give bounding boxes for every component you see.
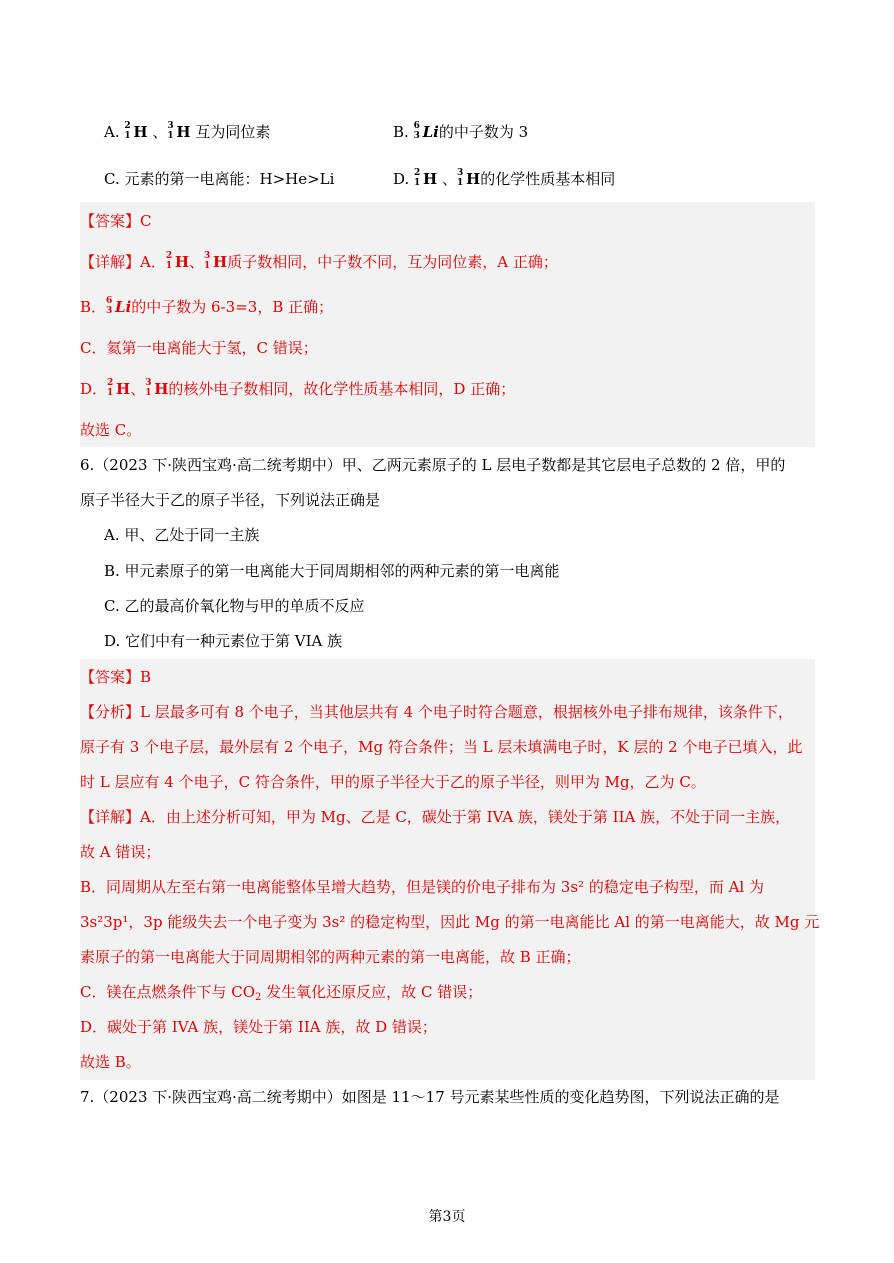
option-label: B. <box>393 123 409 141</box>
q6-option-a: A. 甲、乙处于同一主族 <box>104 526 260 544</box>
q6-answer: 【答案】B <box>80 668 152 686</box>
q6-analysis-line3: 时 L 层应有 4 个电子，C 符合条件，甲的原子半径大于乙的原子半径，则甲为 Mg，乙为 C。 <box>80 773 706 791</box>
q5-option-b: B. 6 3 Li的中子数为 3 <box>393 121 529 141</box>
q6-detail-line3: B．同周期从左至右第一电离能整体呈增大趋势，但是镁的价电子排布为 3s² 的稳定电子构型，而 Al 为 <box>80 878 764 896</box>
option-text: 元素的第一电离能：H>He>Li <box>124 170 335 188</box>
detail-prefix: B． <box>80 298 107 316</box>
option-text: 互为同位素 <box>195 123 271 141</box>
option-label: D. <box>393 170 410 188</box>
q6-analysis-line1: 【分析】L 层最多可有 8 个电子，当其他层共有 4 个电子时符合题意，根据核外电子排布规律，该条件下， <box>80 703 793 721</box>
q6-detail-line5: 素原子的第一电离能大于同周期相邻的两种元素的第一电离能，故 B 正确； <box>80 948 581 966</box>
q6-conclusion: 故选 B。 <box>80 1053 141 1071</box>
q5-conclusion: 故选 C。 <box>80 421 142 439</box>
detail-prefix: 【详解】A． <box>80 253 166 271</box>
option-label: A. <box>104 123 120 141</box>
q5-option-d: D. 2 1 H 、 3 1 H的化学性质基本相同 <box>393 168 616 188</box>
q6-detail-line1: 【详解】A．由上述分析可知，甲为 Mg、乙是 C，碳处于第 IVA 族，镁处于第 IIA 族，不处于同一主族， <box>80 808 791 826</box>
detail-text: 质子数相同，中子数不同，互为同位素，A 正确； <box>227 253 558 271</box>
q6-stem-line1: 6.（2023 下·陕西宝鸡·高二统考期中）甲、乙两元素原子的 L 层电子数都是其它层电子总数的 2 倍，甲的 <box>80 456 786 474</box>
page-number: 第3页 <box>428 1209 466 1225</box>
q6-detail-line2: 故 A 错误； <box>80 843 161 861</box>
q7-stem: 7.（2023 下·陕西宝鸡·高二统考期中）如图是 11～17 号元素某些性质的变化趋势图，下列说法正确的是 <box>80 1088 780 1106</box>
detail-text: C．镁在点燃条件下与 CO <box>80 983 256 1001</box>
detail-prefix: D． <box>80 380 108 398</box>
q5-detail-c: C．氦第一电离能大于氢，C 错误； <box>80 339 318 357</box>
isotope-3-1: 3 1 <box>167 121 174 141</box>
q6-detail-line4: 3s²3p¹，3p 能级失去一个电子变为 3s² 的稳定构型，因此 Mg 的第一电离能比 Al 的第一电离能大，故 Mg 元 <box>80 913 820 931</box>
q6-detail-line6 <box>80 982 482 1008</box>
q5-option-c <box>104 169 334 189</box>
isotope-6-3: 6 3 <box>413 121 420 141</box>
q6-option-c: C. 乙的最高价氧化物与甲的单质不反应 <box>104 597 365 615</box>
detail-text: 的中子数为 6-3=3，B 正确； <box>131 298 334 316</box>
option-text: 的化学性质基本相同 <box>480 170 616 188</box>
option-text: 的中子数为 3 <box>438 123 529 141</box>
detail-text: 发生氧化还原反应，故 C 错误； <box>261 983 483 1001</box>
q6-detail-line7: D．碳处于第 IVA 族，镁处于第 IIA 族，故 D 错误； <box>80 1018 437 1036</box>
q5-answer: 【答案】C <box>80 212 152 230</box>
q6-analysis-line2: 原子有 3 个电子层，最外层有 2 个电子，Mg 符合条件；当 L 层未填满电子时，K 层的 2 个电子已填入，此 <box>80 738 803 756</box>
q6-option-d: D. 它们中有一种元素位于第 VIA 族 <box>104 632 343 650</box>
subscript: 2 <box>255 992 262 1003</box>
q5-answer-box <box>80 202 815 447</box>
option-label: C. <box>104 170 120 188</box>
q5-detail-a: 【详解】A． 2 1 H、 3 1 H质子数相同，中子数不同，互为同位素，A 正确； <box>80 251 558 271</box>
q5-detail-b: B． 6 3 Li的中子数为 6-3=3，B 正确； <box>80 296 334 316</box>
q6-option-b: B. 甲元素原子的第一电离能大于同周期相邻的两种元素的第一电离能 <box>104 562 560 580</box>
q5-detail-d: D． 2 1 H、 3 1 H的核外电子数相同，故化学性质基本相同，D 正确； <box>80 378 516 398</box>
isotope-2-1: 2 1 <box>124 121 131 141</box>
q6-stem-line2: 原子半径大于乙的原子半径，下列说法正确是 <box>80 491 381 509</box>
q5-option-a: A. 2 1 H 、 3 1 H 互为同位素 <box>104 121 271 141</box>
detail-text: 的核外电子数相同，故化学性质基本相同，D 正确； <box>168 380 516 398</box>
